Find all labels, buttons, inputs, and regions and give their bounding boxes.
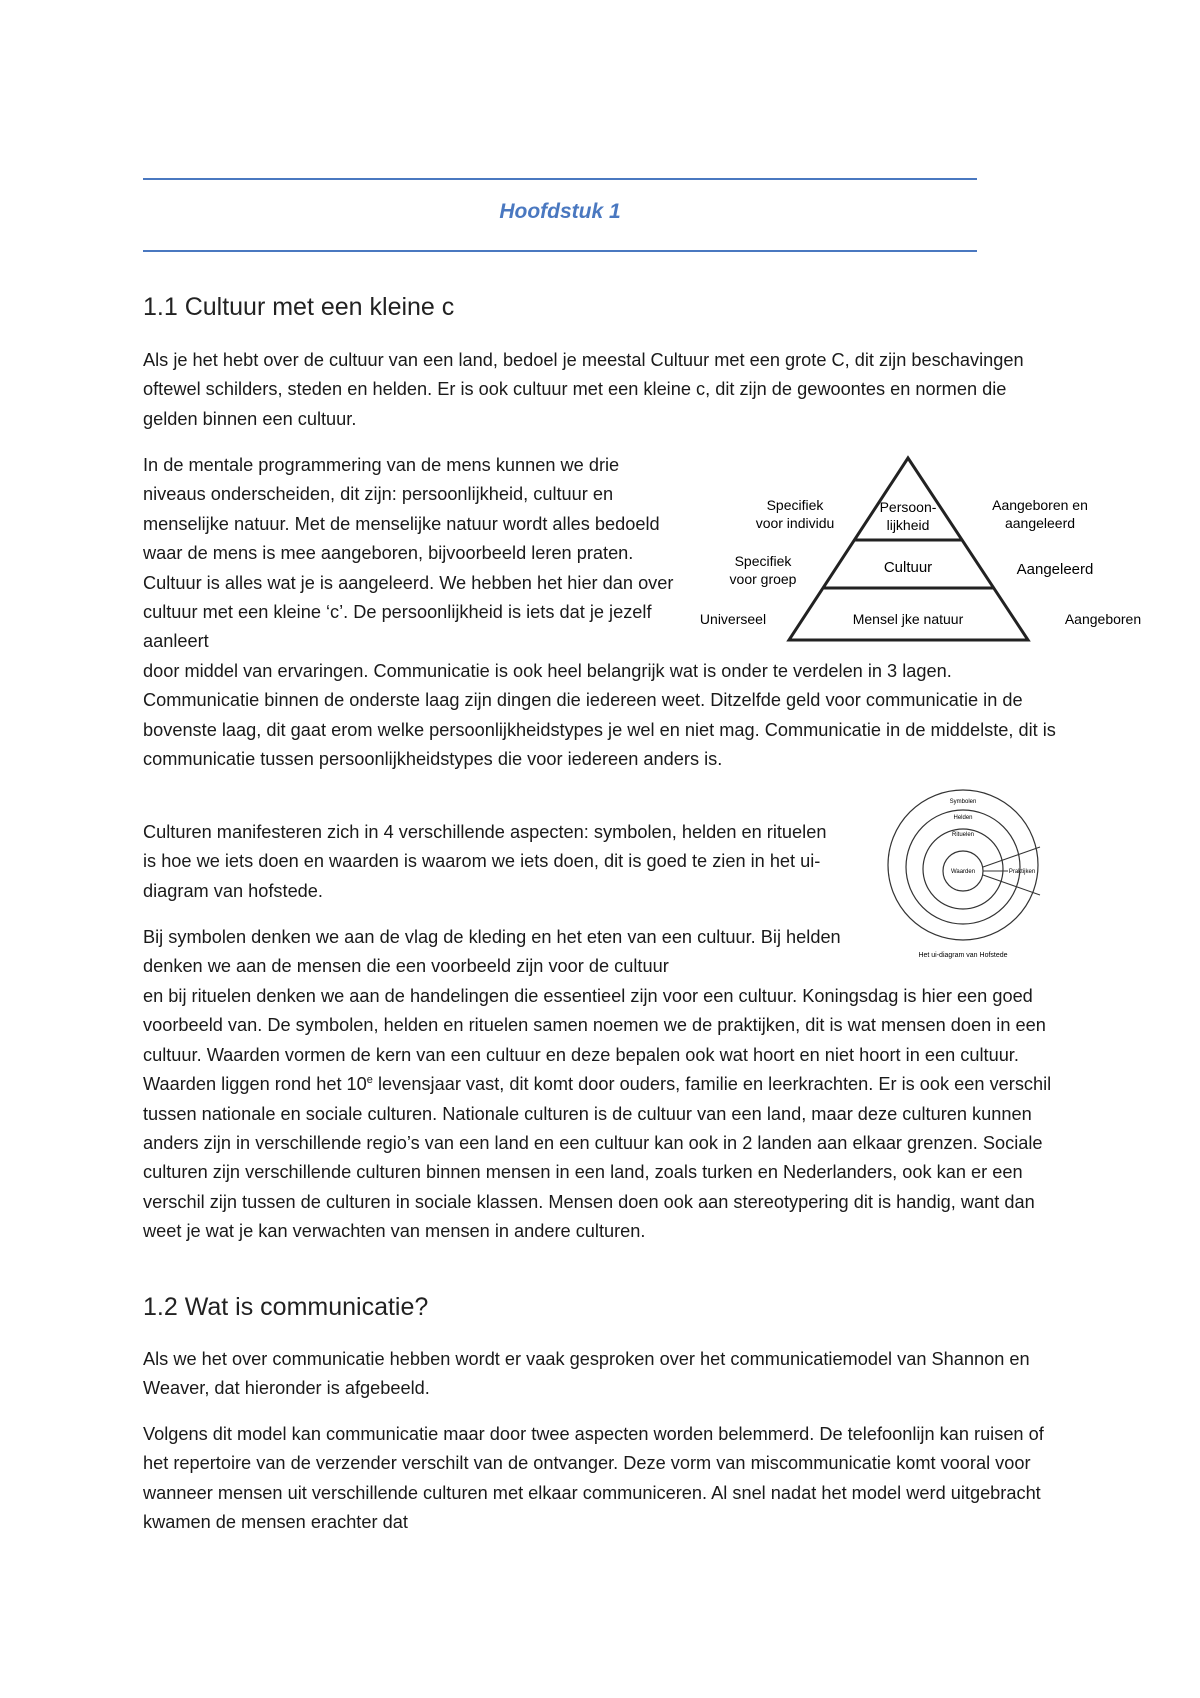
section-heading-1-2: 1.2 Wat is communicatie? — [143, 1293, 429, 1321]
paragraph-model-disruption: Volgens dit model kan communicatie maar door twee aspecten worden belemmerd. De telefoonlijn kan ruisen of het repertoire van de verzender verschilt van de ontvanger. Deze vorm van miscommunicatie komt vooral voor wanneer mensen uit verschillende culturen met elkaar communiceren. Al snel nadat het model werd uitgebracht kwamen de mensen erachter dat — [143, 1424, 1044, 1533]
pyramid-left-bottom-label: Universeel — [699, 611, 767, 627]
onion-pointer-line-upper — [983, 847, 1040, 867]
onion-caption: Het ui-diagram van Hofstede — [918, 952, 1008, 959]
paragraph-communication-layers: door middel van ervaringen. Communicatie is ook heel belangrijk wat is onder te verdelen in 3 lagen. Communicatie binnen de onderste laag zijn dingen die iedereen weet. Ditzelfde geld voor communicatie in de bovenste laag, dit gaat erom welke persoonlijkheidstypes je wel en niet mag. Communicatie in de middelste, dit is communicatie tussen persoonlijkheidstypes die voor iedereen anders is. — [143, 661, 1056, 770]
paragraph-mental-programming: In de mentale programmering van de mens kunnen we drie niveaus onderscheiden, dit zijn: persoonlijkheid, cultuur en menselijke natuur. Met de menselijke natuur wordt alles bedoeld waar de mens is mee aangeboren, bijvoorbeeld leren praten. Cultuur is alles wat je is aangeleerd. We hebben het hier dan over cultuur met een kleine ‘c’. De persoonlijkheid is iets dat je jezelf aanleert — [143, 455, 674, 652]
pyramid-right-top-label-2: aangeleerd — [1004, 515, 1076, 531]
pyramid-middle-label: Cultuur — [883, 559, 933, 576]
superscript-e: e — [366, 1074, 373, 1087]
pyramid-diagram — [695, 452, 1145, 652]
values-text-part-2: levensjaar vast, dit komt door ouders, familie en leerkrachten. Er is ook een verschil tussen nationale en sociale culturen. Nationale culturen is de cultuur van een land, maar deze culturen kunnen anders zijn in verschillende regio’s van een land en een cultuur kan ook in 2 landen aan elkaar grenzen. Sociale culturen zijn verschillende culturen binnen mensen in een land, zoals turken en Nederlanders, ook kan er een verschil zijn tussen de culturen in sociale klassen. Mensen doen ook aan stereotypering dit is handig, want dan weet je wat je kan verwachten van mensen in andere culturen. — [143, 1074, 1052, 1242]
chapter-title: Hoofdstuk 1 — [499, 200, 621, 223]
pyramid-left-top-label-2: voor individu — [755, 515, 835, 531]
section-heading-1-1: 1.1 Cultuur met een kleine c — [143, 293, 455, 321]
onion-ring-symbols — [888, 790, 1038, 940]
pyramid-left-mid-label: Specifiek — [734, 553, 792, 569]
top-rule — [143, 178, 977, 180]
onion-label-values: Waarden — [950, 869, 976, 875]
pyramid-left-mid-label-2: voor groep — [729, 571, 797, 587]
pyramid-right-top-label: Aangeboren en — [992, 497, 1088, 513]
pyramid-top-label: Persoon- — [879, 499, 937, 515]
bottom-rule — [143, 250, 977, 252]
pyramid-right-mid-label: Aangeleerd — [1016, 561, 1094, 578]
onion-diagram — [880, 785, 1080, 960]
paragraph-values — [143, 982, 1063, 1247]
onion-label-practices: Praktijken — [1008, 869, 1036, 875]
pyramid-left-top-label: Specifiek — [766, 497, 824, 513]
paragraph-aspects: Culturen manifesteren zich in 4 verschillende aspecten: symbolen, helden en rituelen is hoe we iets doen en waarden is waarom we iets doen, dit is goed te zien in het ui-diagram van hofstede. — [143, 822, 827, 901]
paragraph-shannon-weaver: Als we het over communicatie hebben wordt er vaak gesproken over het communicatiemodel van Shannon en Weaver, dat hieronder is afgebeeld. — [143, 1349, 1030, 1399]
onion-pointer-line-lower — [983, 875, 1040, 895]
values-text-part-1: en bij rituelen denken we aan de handelingen die essentieel zijn voor een cultuur. Koningsdag is hier een goed voorbeeld van. De symbolen, helden en rituelen samen noemen we de praktijken, dit is wat mensen doen in een cultuur. Waarden vormen de kern van een cultuur en deze bepalen ook wat hoort en niet hoort in een cultuur. Waarden liggen rond het 10 — [143, 986, 1046, 1095]
onion-label-symbols: Symbolen — [949, 799, 977, 805]
pyramid-right-bottom-label: Aangeboren — [1064, 611, 1142, 627]
onion-label-heroes: Helden — [953, 815, 973, 821]
pyramid-top-label-2: lijkheid — [886, 517, 930, 533]
paragraph-intro: Als je het hebt over de cultuur van een land, bedoel je meestal Cultuur met een grote C, dit zijn beschavingen oftewel schilders, steden en helden. Er is ook cultuur met een kleine c, dit zijn de gewoontes en normen die gelden binnen een cultuur. — [143, 350, 1024, 429]
onion-label-rituals: Rituelen — [951, 832, 975, 838]
paragraph-symbols: Bij symbolen denken we aan de vlag de kleding en het eten van een cultuur. Bij helden denken we aan de mensen die een voorbeeld zijn voor de cultuur — [143, 927, 841, 977]
pyramid-bottom-label: Mensel jke natuur — [852, 611, 964, 627]
